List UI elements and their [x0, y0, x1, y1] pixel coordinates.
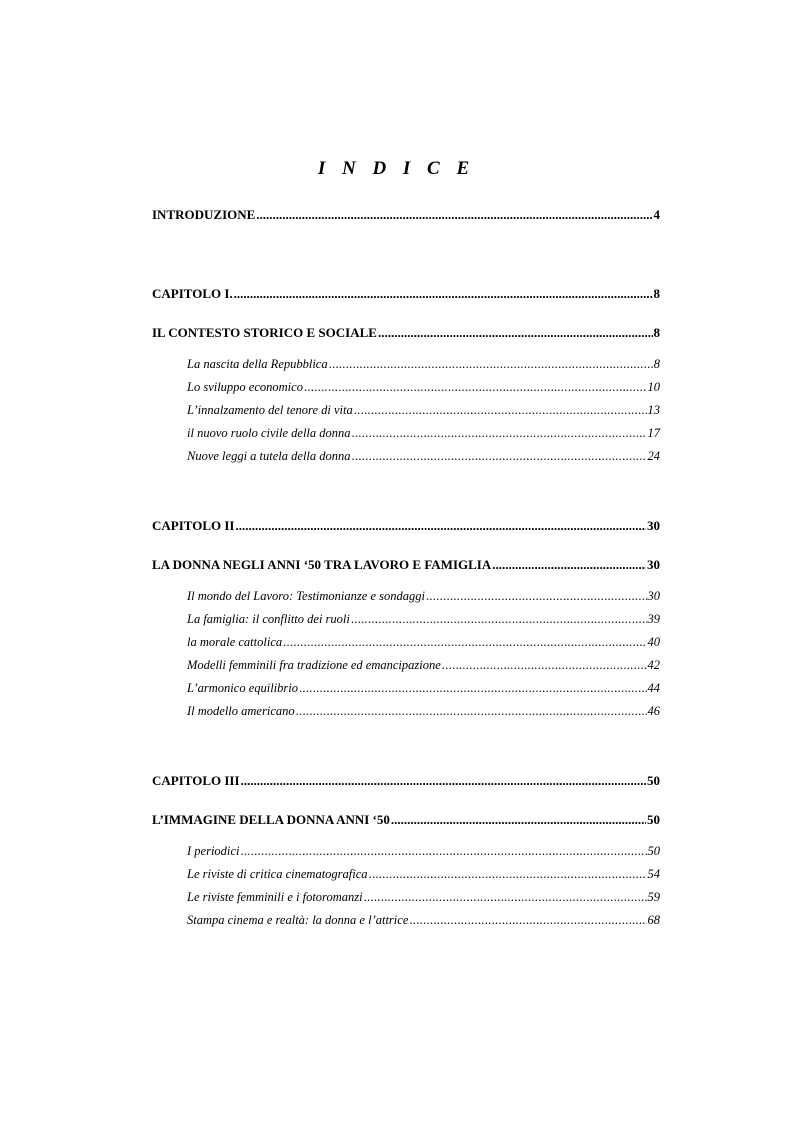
toc-entry-page: 42 [647, 658, 660, 672]
toc-subentry [187, 911, 660, 929]
toc-entry-label: Stampa cinema e realtà: la donna e l’attrice [187, 913, 409, 927]
toc-entry-page: 13 [647, 403, 660, 417]
toc-subentry [187, 401, 660, 419]
toc-subentry [187, 842, 660, 860]
toc-subentry [187, 656, 660, 674]
toc-entry-page: 30 [647, 589, 660, 603]
dot-leader [409, 911, 646, 929]
toc-entry-introduzione [152, 206, 660, 224]
toc-entry-page: 8 [653, 286, 660, 301]
toc-entry-immagine-donna [152, 811, 660, 829]
toc-entry-label: L’innalzamento del tenore di vita [187, 403, 353, 417]
toc-entry-label: IL CONTESTO STORICO E SOCIALE [152, 325, 377, 340]
toc-entry-label: CAPITOLO I. [152, 286, 233, 301]
toc-entry-label: Nuove leggi a tutela della donna [187, 449, 351, 463]
toc-entry-page: 44 [647, 681, 660, 695]
toc-entry-page: 30 [647, 557, 660, 572]
toc-entry-label: Il mondo del Lavoro: Testimonianze e sondaggi [187, 589, 425, 603]
dot-leader [442, 656, 647, 674]
dot-leader [234, 285, 653, 303]
toc-entry-label: LA DONNA NEGLI ANNI ‘50 TRA LAVORO E FAMIGLIA [152, 557, 492, 572]
toc-subentry [187, 587, 660, 605]
toc-entry-page: 30 [647, 518, 660, 533]
dot-leader [256, 206, 652, 224]
dot-leader [378, 324, 653, 342]
toc-subentry [187, 447, 660, 465]
dot-leader [364, 888, 647, 906]
dot-leader [240, 842, 646, 860]
toc-subentry [187, 378, 660, 396]
toc-entry-label: CAPITOLO II [152, 518, 235, 533]
toc-subentry [187, 355, 660, 373]
toc-entry-page: 17 [647, 426, 660, 440]
toc-entry-label: CAPITOLO III [152, 773, 240, 788]
dot-leader [241, 772, 646, 790]
toc-subentry [187, 865, 660, 883]
toc-entry-page: 10 [647, 380, 660, 394]
toc-entry-page: 46 [647, 704, 660, 718]
toc-entry-page: 4 [653, 207, 660, 222]
page-title: I N D I C E [317, 158, 476, 179]
toc-entry-label: L’IMMAGINE DELLA DONNA ANNI ‘50 [152, 812, 390, 827]
toc-entry-label: Lo sviluppo economico [187, 380, 303, 394]
toc-entry-label: Le riviste di critica cinematografica [187, 867, 368, 881]
toc-entry-label: Il modello americano [187, 704, 295, 718]
toc-entry-capitolo-2 [152, 517, 660, 535]
dot-leader [352, 447, 647, 465]
dot-leader [492, 556, 646, 574]
toc-entry-page: 8 [653, 325, 660, 340]
toc-subentry [187, 679, 660, 697]
dot-leader [304, 378, 647, 396]
toc-entry-capitolo-3 [152, 772, 660, 790]
toc-entry-page: 59 [647, 890, 660, 904]
toc-subentry [187, 610, 660, 628]
toc-subentry [187, 424, 660, 442]
dot-leader [391, 811, 646, 829]
toc-entry-capitolo-1 [152, 285, 660, 303]
dot-leader [283, 633, 646, 651]
toc-entry-page: 39 [647, 612, 660, 626]
toc-entry-label: il nuovo ruolo civile della donna [187, 426, 351, 440]
toc-entry-label: Le riviste femminili e i fotoromanzi [187, 890, 363, 904]
toc-entry-page: 54 [647, 867, 660, 881]
toc-entry-label: la morale cattolica [187, 635, 283, 649]
toc-entry-label: Modelli femminili fra tradizione ed emancipazione [187, 658, 441, 672]
toc-entry-label: I periodici [187, 844, 240, 858]
toc-entry-donna-anni-50 [152, 556, 660, 574]
toc-entry-page: 40 [647, 635, 660, 649]
dot-leader [426, 587, 647, 605]
toc-entry-page: 50 [647, 844, 660, 858]
dot-leader [369, 865, 647, 883]
toc-entry-page: 24 [647, 449, 660, 463]
dot-leader [296, 702, 647, 720]
toc-entry-page: 68 [647, 913, 660, 927]
toc-entry-label: INTRODUZIONE [152, 207, 256, 222]
dot-leader [352, 424, 647, 442]
dot-leader [351, 610, 647, 628]
toc-subentry [187, 702, 660, 720]
toc-entry-label: La famiglia: il conflitto dei ruoli [187, 612, 350, 626]
toc-entry-page: 50 [647, 812, 660, 827]
toc-subentry [187, 888, 660, 906]
dot-leader [329, 355, 653, 373]
toc-entry-page: 50 [647, 773, 660, 788]
dot-leader [235, 517, 646, 535]
toc-entry-label: L’armonico equilibrio [187, 681, 298, 695]
toc-subentry [187, 633, 660, 651]
dot-leader [299, 679, 647, 697]
toc-entry-label: La nascita della Repubblica [187, 357, 328, 371]
dot-leader [354, 401, 647, 419]
toc-entry-page: 8 [653, 357, 660, 371]
toc-entry-contesto-storico [152, 324, 660, 342]
